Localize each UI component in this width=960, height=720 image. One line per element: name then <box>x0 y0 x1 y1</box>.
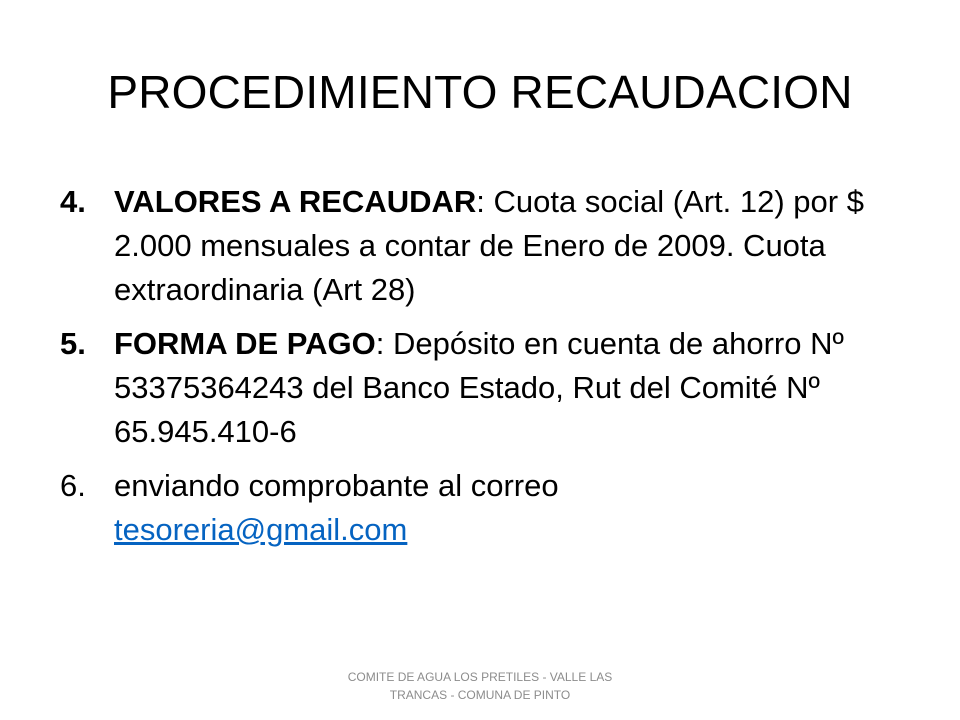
slide-title: PROCEDIMIENTO RECAUDACION <box>107 66 853 118</box>
item-label: VALORES A RECAUDAR <box>114 184 477 219</box>
item-number: 5. <box>60 326 86 361</box>
item-text: enviando comprobante al correo <box>114 468 559 503</box>
list-item-valores <box>58 180 918 312</box>
item-text: : Cuota social (Art. 12) por $ 2.000 mensuales a contar de Enero de 2009. Cuota extraordinaria (Art 28) <box>114 184 864 307</box>
item-text: : Depósito en cuenta de ahorro Nº 53375364243 del Banco Estado, Rut del Comité Nº 65.945.410-6 <box>114 326 844 449</box>
list-item-comprobante <box>58 464 918 552</box>
item-label: FORMA DE PAGO <box>114 326 376 361</box>
list-item-forma-pago <box>58 322 918 454</box>
slide-footer: COMITE DE AGUA LOS PRETILES - VALLE LAS TRANCAS - COMUNA DE PINTO <box>347 670 613 702</box>
email-link[interactable]: tesoreria@gmail.com <box>114 512 408 547</box>
slide-content <box>58 180 918 562</box>
item-number: 6. <box>60 468 86 503</box>
item-number: 4. <box>60 184 86 219</box>
